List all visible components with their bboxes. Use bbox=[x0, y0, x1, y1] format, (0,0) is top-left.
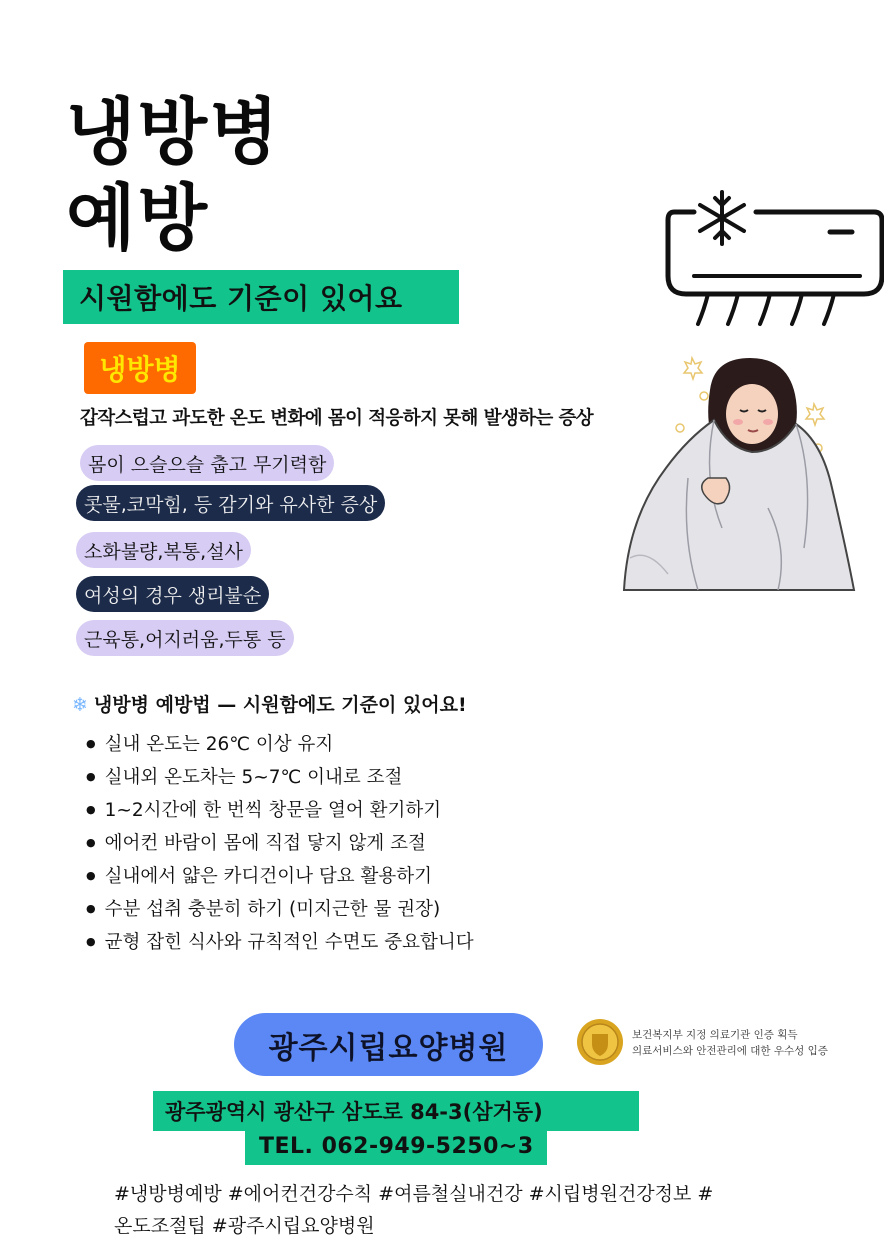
cert-line1: 보건복지부 지정 의료기관 인증 획득 bbox=[632, 1029, 798, 1041]
subtitle: 시원함에도 기준이 있어요 bbox=[79, 282, 403, 315]
symptom-pill: 근육통,어지러움,두통 등 bbox=[76, 620, 294, 656]
tel-band bbox=[245, 1127, 547, 1165]
snowflake-icon: ❄ bbox=[72, 694, 88, 716]
address-band bbox=[153, 1091, 639, 1131]
symptom-pill: 몸이 으슬으슬 춥고 무기력함 bbox=[80, 445, 334, 481]
prevention-heading bbox=[72, 690, 467, 717]
symptom-pill: 여성의 경우 생리불순 bbox=[76, 576, 269, 612]
list-item: ● 에어컨 바람이 몸에 직접 닿지 않게 조절 bbox=[86, 827, 474, 860]
prevention-tips-list bbox=[86, 728, 474, 959]
certification-text bbox=[632, 1027, 828, 1059]
list-item: ● 실내에서 얇은 카디건이나 담요 활용하기 bbox=[86, 860, 474, 893]
hospital-name-pill bbox=[234, 1013, 543, 1076]
air-conditioner-icon bbox=[664, 184, 884, 330]
hashtags-line1: #냉방병예방 #에어컨건강수칙 #여름철실내건강 #시립병원건강정보 # bbox=[114, 1183, 714, 1205]
list-item: ● 실내외 온도차는 5~7℃ 이내로 조절 bbox=[86, 761, 474, 794]
cert-line2: 의료서비스와 안전관리에 대한 우수성 입증 bbox=[632, 1045, 828, 1057]
page-title-line2: 예방 bbox=[66, 176, 210, 260]
symptom-pill: 소화불량,복통,설사 bbox=[76, 532, 251, 568]
hashtags-line2: 온도조절팁 #광주시립요양병원 bbox=[114, 1215, 375, 1237]
telephone: TEL. 062-949-5250~3 bbox=[259, 1133, 534, 1159]
subtitle-band bbox=[63, 270, 459, 324]
certification-seal-icon bbox=[576, 1018, 624, 1066]
topic-tag bbox=[84, 342, 196, 394]
address: 광주광역시 광산구 삼도로 84-3(삼거동) bbox=[165, 1100, 543, 1124]
hashtags bbox=[114, 1178, 754, 1242]
topic-tag-label: 냉방병 bbox=[99, 353, 181, 386]
list-item: ● 실내 온도는 26℃ 이상 유지 bbox=[86, 728, 474, 761]
woman-in-blanket-illustration bbox=[618, 348, 858, 594]
list-item: ● 수분 섭취 충분히 하기 (미지근한 물 권장) bbox=[86, 893, 474, 926]
list-item: ● 1~2시간에 한 번씩 창문을 열어 환기하기 bbox=[86, 794, 474, 827]
definition-text: 갑작스럽고 과도한 온도 변화에 몸이 적응하지 못해 발생하는 증상 bbox=[80, 408, 594, 429]
hospital-name: 광주시립요양병원 bbox=[268, 1030, 509, 1066]
prevention-heading-text: 냉방병 예방법 — 시원함에도 기준이 있어요! bbox=[93, 694, 467, 716]
symptom-pill: 콧물,코막힘, 등 감기와 유사한 증상 bbox=[76, 485, 385, 521]
list-item: ● 균형 잡힌 식사와 규칙적인 수면도 중요합니다 bbox=[86, 926, 474, 959]
page-title-line1: 냉방병 bbox=[66, 90, 281, 174]
